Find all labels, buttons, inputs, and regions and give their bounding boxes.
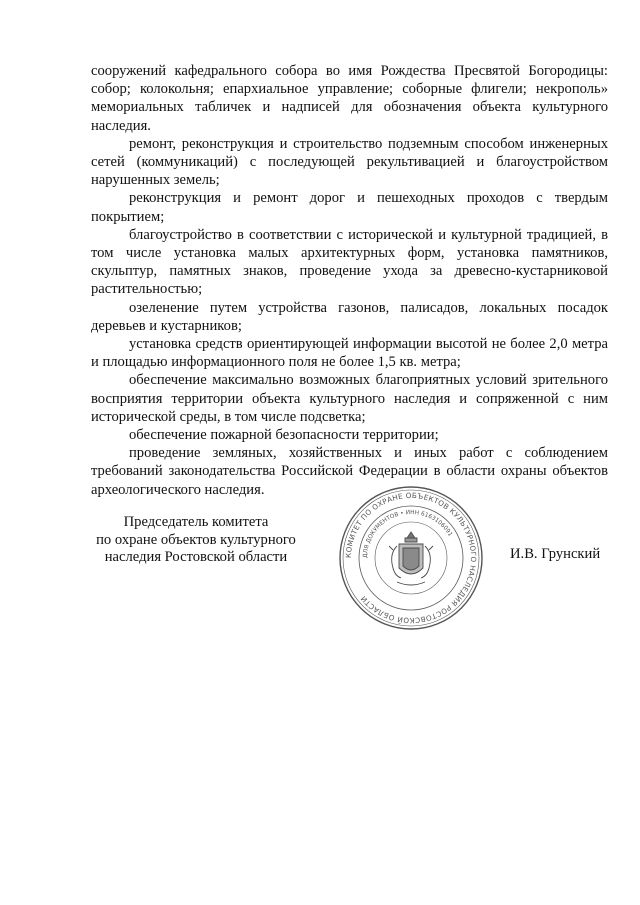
paragraph-engineering-networks: ремонт, реконструкция и строительство подземным способом инженерных сетей (коммуникаций) с последующей рекультивацией и благоустройством нарушенных земель; <box>91 135 608 189</box>
document-body <box>91 62 608 499</box>
position-line-3: наследия Ростовской области <box>104 549 288 565</box>
paragraph-cathedral-continuation: сооружений кафедрального собора во имя Рождества Пресвятой Богородицы: собор; колокольня; епархиальное управление; соборные флигели; некрополь» мемориальных табличек и надписей для обозначения объекта культурного наследия. <box>91 63 608 134</box>
paragraph-roads-reconstruction: реконструкция и ремонт дорог и пешеходных проходов с твердым покрытием; <box>91 190 608 225</box>
official-seal-icon <box>337 484 485 632</box>
paragraph-landscaping: благоустройство в соответствии с исторической и культурной традицией, в том числе установка малых архитектурных форм, установка памятников, скульптур, памятных знаков, проведение ухода за древесно-кустарниковой растительностью; <box>91 226 608 298</box>
paragraph-fire-safety: обеспечение пожарной безопасности территории; <box>129 427 439 444</box>
seal-outer-text: КОМИТЕТ ПО ОХРАНЕ ОБЪЕКТОВ КУЛЬТУРНОГО НАСЛЕДИЯ РОСТОВСКОЙ ОБЛАСТИ <box>343 490 479 626</box>
signatory-position <box>72 514 320 567</box>
seal-inner-text: ДЛЯ ДОКУМЕНТОВ • ИНН 6163106091 <box>362 509 453 559</box>
paragraph-orientation-info: установка средств ориентирующей информации высотой не более 2,0 метра и площадью информационного поля не более 1,5 кв. метра; <box>91 336 608 371</box>
signatory-name: И.В. Грунский <box>510 546 601 562</box>
position-line-2: по охране объектов культурного <box>96 531 296 548</box>
paragraph-earthworks: проведение земляных, хозяйственных и иных работ с соблюдением требований законодательства Российской Федерации в области охраны объектов археологического наследия. <box>91 445 608 498</box>
paragraph-visual-perception: обеспечение максимально возможных благоприятных условий зрительного восприятия территории объекта культурного наследия и сопряженной с ним исторической среды, в том числе подсветка; <box>91 372 608 425</box>
position-line-1: Председатель комитета <box>123 514 269 530</box>
paragraph-greening: озеленение путем устройства газонов, палисадов, локальных посадок деревьев и кустарников; <box>91 299 608 334</box>
